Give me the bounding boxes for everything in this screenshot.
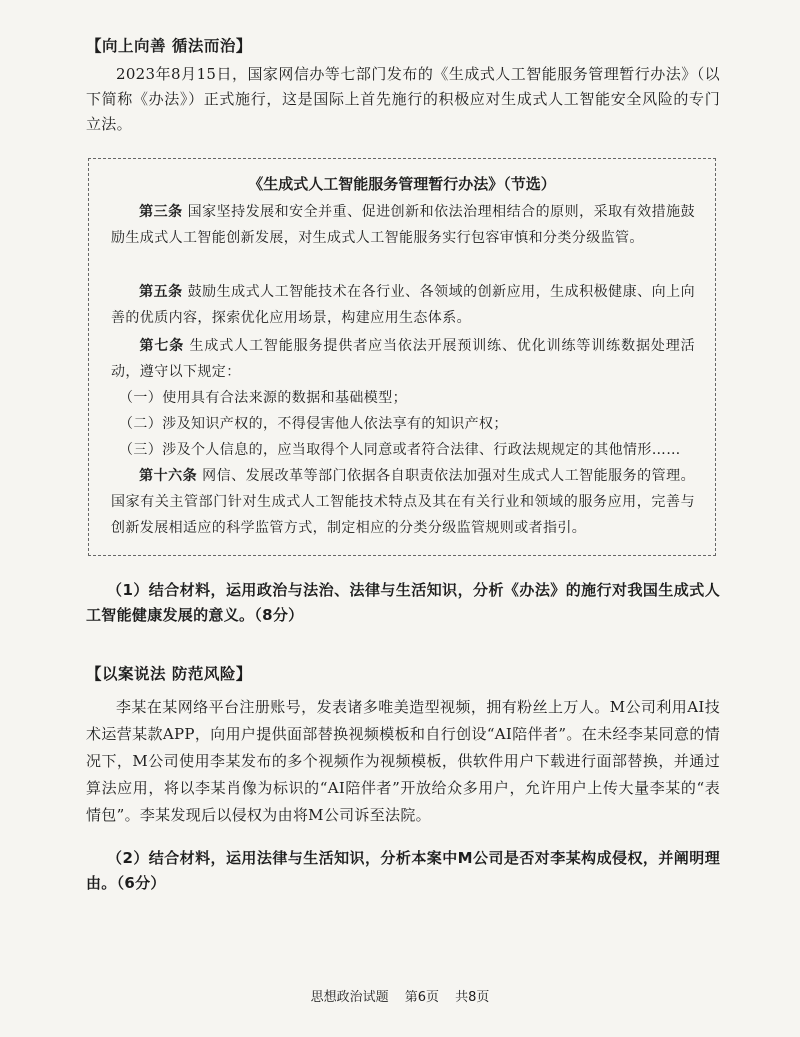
case-text: 李某在某网络平台注册账号，发表诸多唯美造型视频，拥有粉丝上万人。M公司利用AI技术运营某款APP，向用户提供面部替换视频模板和自行创设“AI陪伴者”。在未经李某同意的情况下，M公司使用李某发布的多个视频作为视频模板，供软件用户下载进行面部替换，并通过算法应用，将以李某肖像为标识的“AI陪伴者”开放给众多用户，允许用户上传大量李某的“表情包”。李某发现后以侵权为由将M公司诉至法院。 — [86, 698, 720, 824]
article-16-label: 第十六条 — [139, 468, 198, 484]
question-2: （2）结合材料，运用法律与生活知识，分析本案中M公司是否对李某构成侵权，并阐明理由。（6分） — [86, 849, 720, 892]
article-16-text: 网信、发展改革等部门依据各自职责依法加强对生成式人工智能服务的管理。国家有关主管部门针对生成式人工智能技术特点及其在有关行业和领域的服务应用，完善与创新发展相适应的科学监管方式，制定相应的分类分级监管规则或者指引。 — [111, 468, 695, 536]
article-5-label: 第五条 — [139, 284, 183, 300]
article-5-text: 鼓励生成式人工智能技术在各行业、各领域的创新应用，生成积极健康、向上向善的优质内容，探索优化应用场景，构建应用生态体系。 — [111, 284, 695, 326]
page-footer — [0, 986, 800, 1005]
footer-page: 第6页 — [404, 990, 439, 1005]
section2-heading: 【以案说法 防范风险】 — [86, 665, 252, 683]
article-16 — [111, 463, 695, 541]
article-7 — [111, 333, 695, 385]
article-7-item-2: （二）涉及知识产权的，不得侵害他人依法享有的知识产权； — [119, 416, 508, 432]
article-7-label: 第七条 — [139, 338, 185, 354]
article-7-item-3: （三）涉及个人信息的，应当取得个人同意或者符合法律、行政法规规定的其他情形…… — [119, 442, 681, 458]
footer-subject: 思想政治试题 — [310, 990, 389, 1005]
excerpt-box — [88, 158, 716, 556]
article-3 — [111, 199, 695, 251]
footer-total: 共8页 — [455, 990, 490, 1005]
article-7-item-1: （一）使用具有合法来源的数据和基础模型； — [119, 390, 407, 406]
excerpt-title: 《生成式人工智能服务管理暂行办法》（节选） — [248, 175, 556, 193]
question-1: （1）结合材料，运用政治与法治、法律与生活知识，分析《办法》的施行对我国生成式人工智能健康发展的意义。（8分） — [86, 581, 720, 624]
article-3-label: 第三条 — [139, 204, 183, 220]
section1-intro: 2023年8月15日，国家网信办等七部门发布的《生成式人工智能服务管理暂行办法》（以下简称《办法》）正式施行，这是国际上首先施行的积极应对生成式人工智能安全风险的专门立法。 — [86, 65, 720, 133]
section1-heading: 【向上向善 循法而治】 — [86, 37, 252, 55]
article-3-text: 国家坚持发展和安全并重、促进创新和依法治理相结合的原则，采取有效措施鼓励生成式人工智能创新发展，对生成式人工智能服务实行包容审慎和分类分级监管。 — [111, 204, 695, 246]
article-7-text: 生成式人工智能服务提供者应当依法开展预训练、优化训练等训练数据处理活动，遵守以下规定： — [111, 338, 695, 380]
article-5 — [111, 279, 695, 331]
